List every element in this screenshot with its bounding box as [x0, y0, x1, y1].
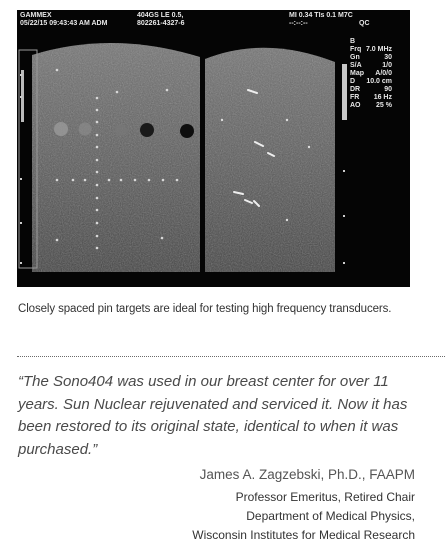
param-key: D	[350, 78, 356, 85]
param-value: 90	[384, 86, 392, 93]
param-value: 1/0	[382, 62, 392, 69]
param-key: AO	[350, 102, 361, 109]
param-value: A/0/0	[375, 70, 392, 77]
param-row	[350, 78, 392, 86]
param-row	[350, 54, 392, 62]
param-key: Frq	[350, 46, 362, 53]
ultrasound-image	[17, 10, 410, 287]
header-left-line2: 05/22/15 09:43:43 AM ADM	[20, 20, 108, 27]
param-row	[350, 70, 392, 78]
author-department: Department of Medical Physics,	[246, 509, 415, 523]
section-divider	[17, 356, 445, 357]
author-title: Professor Emeritus, Retired Chair	[235, 490, 415, 504]
param-row	[350, 86, 392, 94]
testimonial-quote: “The Sono404 was used in our breast center for over 11 years. Sun Nuclear rejuvenated and serviced it. Now it has been restored to its original state, identical to when it was purchased.”	[18, 373, 408, 458]
param-key: DR	[350, 86, 361, 93]
param-row	[350, 102, 392, 110]
param-row	[350, 94, 392, 102]
mode-label: B	[350, 38, 356, 45]
header-mid-line2: 802261-4327-6	[137, 20, 185, 27]
param-key: S/A	[350, 62, 362, 69]
header-left-line1: GAMMEX	[20, 12, 52, 19]
right-gray-scale-bar	[342, 64, 347, 120]
header-mid-line1: 404GS LE 0.5,	[137, 12, 184, 19]
param-value: 16 Hz	[373, 94, 392, 101]
testimonial-author: James A. Zagzebski, Ph.D., FAAPM	[199, 467, 415, 482]
param-key: FR	[350, 94, 360, 101]
param-key: Gn	[350, 54, 360, 61]
image-caption: Closely spaced pin targets are ideal for testing high frequency transducers.	[18, 303, 392, 315]
param-value: 10.0 cm	[366, 78, 392, 85]
param-value: 25 %	[376, 102, 392, 109]
imaging-parameters	[350, 46, 392, 110]
param-value: 30	[384, 54, 392, 61]
header-right-line2-right: QC	[359, 20, 370, 27]
header-right-line1: MI 0.34 TIs 0.1 M7C	[289, 12, 353, 19]
param-key: Map	[350, 70, 364, 77]
author-institution: Wisconsin Institutes for Medical Research	[192, 528, 415, 542]
param-value: 7.0 MHz	[365, 46, 392, 53]
param-row	[350, 46, 392, 54]
header-right-line2-left: --:--:--	[289, 20, 308, 27]
param-row	[350, 62, 392, 70]
